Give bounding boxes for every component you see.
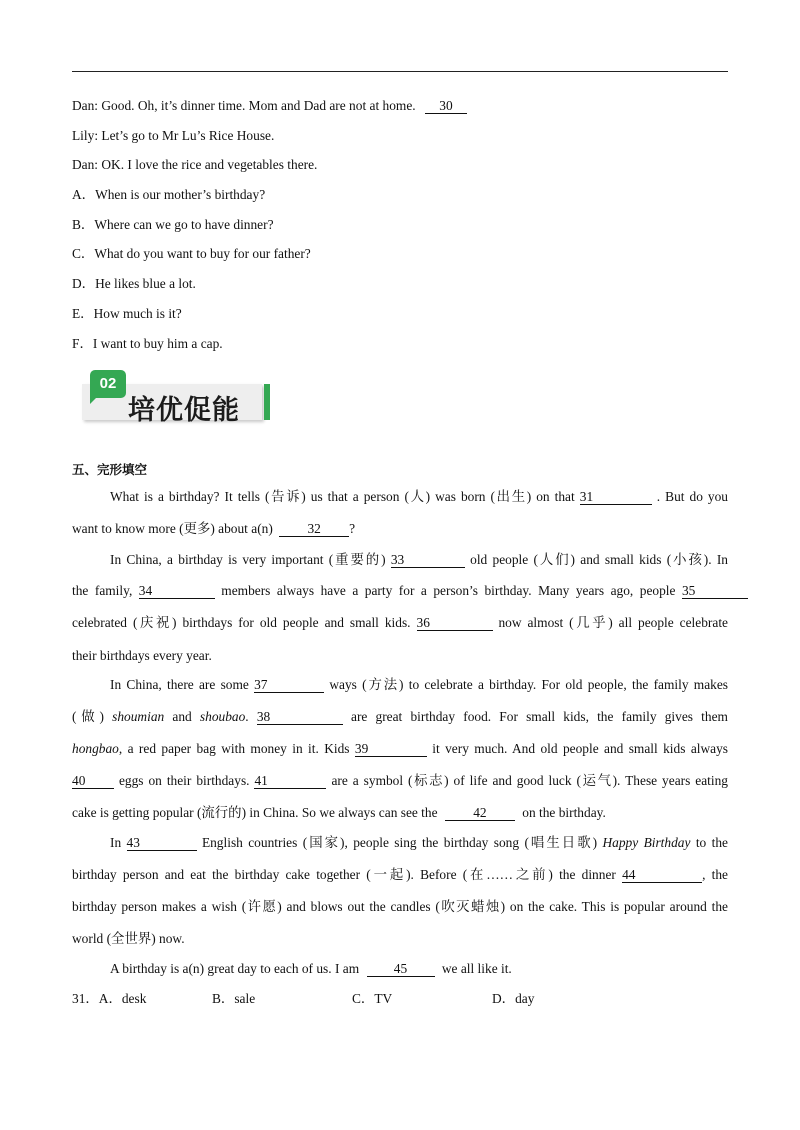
question-31 (72, 990, 146, 1008)
blank-42[interactable]: 42 (445, 805, 515, 821)
passage-line: birthday person and eat the birthday cake together (一起). Before (在……之前) the dinner 44 , the (72, 867, 728, 882)
passage-line: celebrated (庆祝) birthdays for old people and small kids. 36 now almost (几乎) all people celebrate (72, 615, 728, 630)
blank-43[interactable]: 43 (127, 835, 197, 851)
blank-44[interactable]: 44 (622, 867, 702, 883)
blank-35[interactable]: 35 (682, 583, 748, 599)
passage-line: hongbao, a red paper bag with money in it. Kids 39 it very much. And old people and small kids always (72, 741, 728, 756)
blank-38[interactable]: 38 (257, 709, 343, 725)
passage-line: their birthdays every year. (72, 648, 212, 663)
blank-31[interactable]: 31 (580, 489, 652, 505)
blank-33[interactable]: 33 (391, 552, 465, 568)
choice-b[interactable]: B．sale (212, 991, 256, 1006)
passage-line: the family, 34 members always have a party for a person’s birthday. Many years ago, people 35 (72, 582, 748, 600)
blank-32[interactable]: 32 (279, 521, 349, 537)
question-number: 31． (72, 991, 99, 1006)
blank-37[interactable]: 37 (254, 677, 324, 693)
choice-a[interactable]: A．desk (98, 991, 147, 1006)
dialogue-line-3: Dan: OK. I love the rice and vegetables there. (72, 157, 318, 172)
passage-line: In China, a birthday is very important (重要的) 33 old people (人们) and small kids (小孩). In (110, 552, 728, 567)
choice-c[interactable]: C．TV (352, 991, 393, 1006)
passage-line: birthday person makes a wish (许愿) and blows out the candles (吹灭蜡烛) on the cake. This is popular around the (72, 899, 728, 914)
passage-line: In China, there are some 37 ways (方法) to celebrate a birthday. For old people, the family makes (110, 677, 728, 692)
banner-title: 培优促能 (128, 395, 240, 426)
choice-d[interactable]: D．day (492, 991, 535, 1006)
section-banner (78, 370, 270, 426)
option-d: D．He likes blue a lot. (72, 276, 196, 291)
passage-line: 40 eggs on their birthdays. 41 are a symbol (标志) of life and good luck (运气). These years eating (72, 773, 728, 788)
option-a: A．When is our mother’s birthday? (72, 187, 266, 202)
passage-line: In 43 English countries (国家), people sing the birthday song (唱生日歌) Happy Birthday to the (110, 835, 728, 850)
section-title: 五、完形填空 (72, 462, 148, 477)
blank-45[interactable]: 45 (367, 961, 435, 977)
passage-line: cake is getting popular (流行的) in China. So we always can see the 42 on the birthday. (72, 805, 606, 820)
passage-line: world (全世界) now. (72, 931, 185, 946)
blank-40[interactable]: 40 (72, 773, 114, 789)
dialogue-line-1 (72, 97, 467, 115)
option-f: F．I want to buy him a cap. (72, 336, 223, 351)
header-rule (72, 71, 728, 72)
blank-34[interactable]: 34 (139, 583, 215, 599)
option-b: B．Where can we go to have dinner? (72, 217, 274, 232)
option-c: C．What do you want to buy for our father? (72, 246, 311, 261)
option-e: E．How much is it? (72, 306, 182, 321)
passage-line: A birthday is a(n) great day to each of us. I am 45 we all like it. (110, 961, 512, 976)
dialogue-line-2: Lily: Let’s go to Mr Lu’s Rice House. (72, 128, 275, 143)
blank-39[interactable]: 39 (355, 741, 427, 757)
passage-line: (做) shoumian and shoubao. 38 are great birthday food. For small kids, the family gives them (72, 709, 728, 724)
banner-accent-bar (264, 384, 270, 420)
passage-line: What is a birthday? It tells (告诉) us that a person (人) was born (出生) on that 31 . But do you (110, 489, 729, 504)
blank-36[interactable]: 36 (417, 615, 493, 631)
dialogue-text: Dan: Good. Oh, it’s dinner time. Mom and Dad are not at home. (72, 98, 416, 113)
blank-41[interactable]: 41 (254, 773, 326, 789)
passage-line: want to know more (更多) about a(n) 32 ? (72, 521, 356, 536)
banner-number-badge: 02 (90, 370, 126, 398)
blank-30[interactable]: 30 (425, 98, 467, 114)
